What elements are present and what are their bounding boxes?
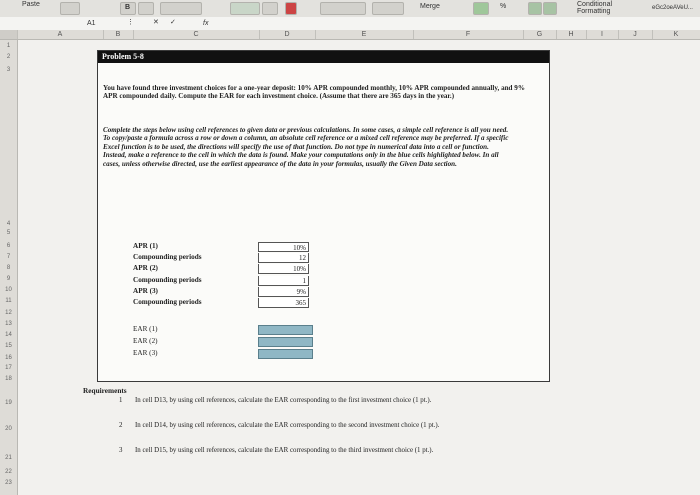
- column-header[interactable]: F: [413, 30, 524, 39]
- wrap-text-button[interactable]: [372, 2, 404, 15]
- select-all-corner[interactable]: [0, 30, 18, 39]
- row-header[interactable]: 17: [5, 365, 12, 371]
- ear-label: EAR (3): [133, 349, 158, 357]
- row-header[interactable]: 22: [5, 469, 12, 475]
- requirements-heading: Requirements: [83, 386, 127, 395]
- fill-color-icon[interactable]: [230, 2, 260, 15]
- row-header[interactable]: 4: [6, 221, 11, 227]
- given-value-cell[interactable]: 10%: [258, 264, 309, 274]
- paste-button[interactable]: Paste: [22, 1, 40, 8]
- ear-input-cell-d14[interactable]: [258, 337, 313, 347]
- row-header[interactable]: 1: [6, 43, 11, 49]
- ribbon-toolbar: [0, 0, 700, 18]
- font-color-button[interactable]: [160, 2, 202, 15]
- row-header[interactable]: 18: [5, 376, 12, 382]
- column-header[interactable]: I: [586, 30, 619, 39]
- column-header[interactable]: G: [523, 30, 557, 39]
- row-header[interactable]: 16: [5, 355, 12, 361]
- row-header[interactable]: 13: [5, 321, 12, 327]
- bold-label: B: [125, 4, 131, 11]
- merge-button[interactable]: Merge: [420, 3, 440, 10]
- column-header[interactable]: C: [133, 30, 260, 39]
- number-format-icon[interactable]: [473, 2, 489, 15]
- row-header[interactable]: 19: [5, 400, 12, 406]
- row-header[interactable]: 5: [6, 230, 11, 236]
- more-icon[interactable]: ⋮: [127, 19, 134, 26]
- formula-bar: [0, 17, 700, 31]
- given-label: APR (3): [133, 287, 158, 295]
- row-header[interactable]: 10: [5, 287, 12, 293]
- given-value-cell[interactable]: 9%: [258, 287, 309, 297]
- row-header[interactable]: 9: [6, 276, 11, 282]
- row-header[interactable]: 3: [6, 67, 11, 73]
- problem-title: Problem 5-8: [98, 51, 549, 63]
- given-value-cell[interactable]: 365: [258, 298, 309, 308]
- ear-input-cell-d15[interactable]: [258, 349, 313, 359]
- italic-button[interactable]: [138, 2, 154, 15]
- row-header[interactable]: 8: [6, 265, 11, 271]
- border-icon[interactable]: [262, 2, 278, 15]
- row-header[interactable]: 11: [5, 298, 12, 304]
- row-header[interactable]: 6: [6, 243, 11, 249]
- increase-decimal-icon[interactable]: [528, 2, 542, 15]
- given-label: APR (1): [133, 242, 158, 250]
- enter-icon[interactable]: ✓: [170, 19, 176, 26]
- cancel-icon[interactable]: ✕: [153, 19, 159, 26]
- column-header[interactable]: A: [17, 30, 104, 39]
- column-header-bar: [0, 30, 700, 40]
- problem-instructions: Complete the steps below using cell references to given data or previous calculations. In some cases, a simple cell reference is all you need. To copy/paste a formula across a row or down a column, an absolute cell reference or a mixed cell reference may be preferred. If a specific Excel function is to be used, the directions will specify the use of that function. Do not type in numerical data into a cell or function. Instead, make a reference to the cell in which the data is found. Make your computations only in the blue cells highlighted below. In all cases, unless otherwise directed, use the earliest appearance of the data in your formulas, usually the Given Data section.: [103, 126, 509, 168]
- column-header[interactable]: H: [556, 30, 587, 39]
- requirement-text: In cell D15, by using cell references, calculate the EAR corresponding to the third investment choice (1 pt.).: [135, 447, 434, 454]
- ear-label: EAR (1): [133, 325, 158, 333]
- row-header[interactable]: 14: [5, 332, 12, 338]
- given-value-cell[interactable]: 10%: [258, 242, 309, 252]
- clipboard-icon[interactable]: [60, 2, 80, 15]
- given-value-cell[interactable]: 1: [258, 276, 309, 286]
- requirement-number: 1: [119, 397, 123, 404]
- account-label: eGc2oeAVeU...: [652, 5, 693, 11]
- given-label: Compounding periods: [133, 253, 202, 261]
- fx-button[interactable]: fx: [203, 20, 209, 27]
- problem-intro: You have found three investment choices for a one-year deposit: 10% APR compounded monthly, 10% APR compounded annually, and 9% APR compounded daily. Compute the EAR for each investment choice. (Assume that there are 365 days in the year.): [103, 84, 525, 101]
- requirement-number: 2: [119, 422, 123, 429]
- row-header[interactable]: 15: [5, 343, 12, 349]
- row-header[interactable]: 12: [5, 310, 12, 316]
- row-header[interactable]: 2: [6, 54, 11, 60]
- row-header[interactable]: 20: [5, 426, 12, 432]
- given-label: Compounding periods: [133, 298, 202, 306]
- name-box[interactable]: A1: [87, 20, 96, 27]
- row-header[interactable]: 23: [5, 480, 12, 486]
- row-header-bar: [0, 40, 18, 495]
- column-header[interactable]: E: [315, 30, 414, 39]
- row-header[interactable]: 7: [6, 254, 11, 260]
- align-buttons[interactable]: [320, 2, 366, 15]
- column-header[interactable]: D: [259, 30, 316, 39]
- conditional-formatting-label-2[interactable]: Formatting: [577, 8, 611, 15]
- given-label: APR (2): [133, 264, 158, 272]
- requirement-number: 3: [119, 447, 123, 454]
- conditional-formatting-label[interactable]: Conditional: [577, 1, 613, 8]
- given-value-cell[interactable]: 12: [258, 253, 309, 263]
- bold-button[interactable]: [120, 2, 136, 15]
- column-header[interactable]: B: [103, 30, 134, 39]
- row-header[interactable]: 21: [5, 455, 12, 461]
- requirement-text: In cell D13, by using cell references, calculate the EAR corresponding to the first investment choice (1 pt.).: [135, 397, 432, 404]
- percent-button[interactable]: %: [500, 3, 507, 10]
- font-color-icon[interactable]: [285, 2, 297, 15]
- problem-box: [97, 50, 550, 382]
- column-header[interactable]: J: [618, 30, 653, 39]
- given-label: Compounding periods: [133, 276, 202, 284]
- ear-input-cell-d13[interactable]: [258, 325, 313, 335]
- ear-label: EAR (2): [133, 337, 158, 345]
- column-header[interactable]: K: [652, 30, 700, 39]
- decrease-decimal-icon[interactable]: [543, 2, 557, 15]
- requirement-text: In cell D14, by using cell references, calculate the EAR corresponding to the second investment choice (1 pt.).: [135, 422, 440, 429]
